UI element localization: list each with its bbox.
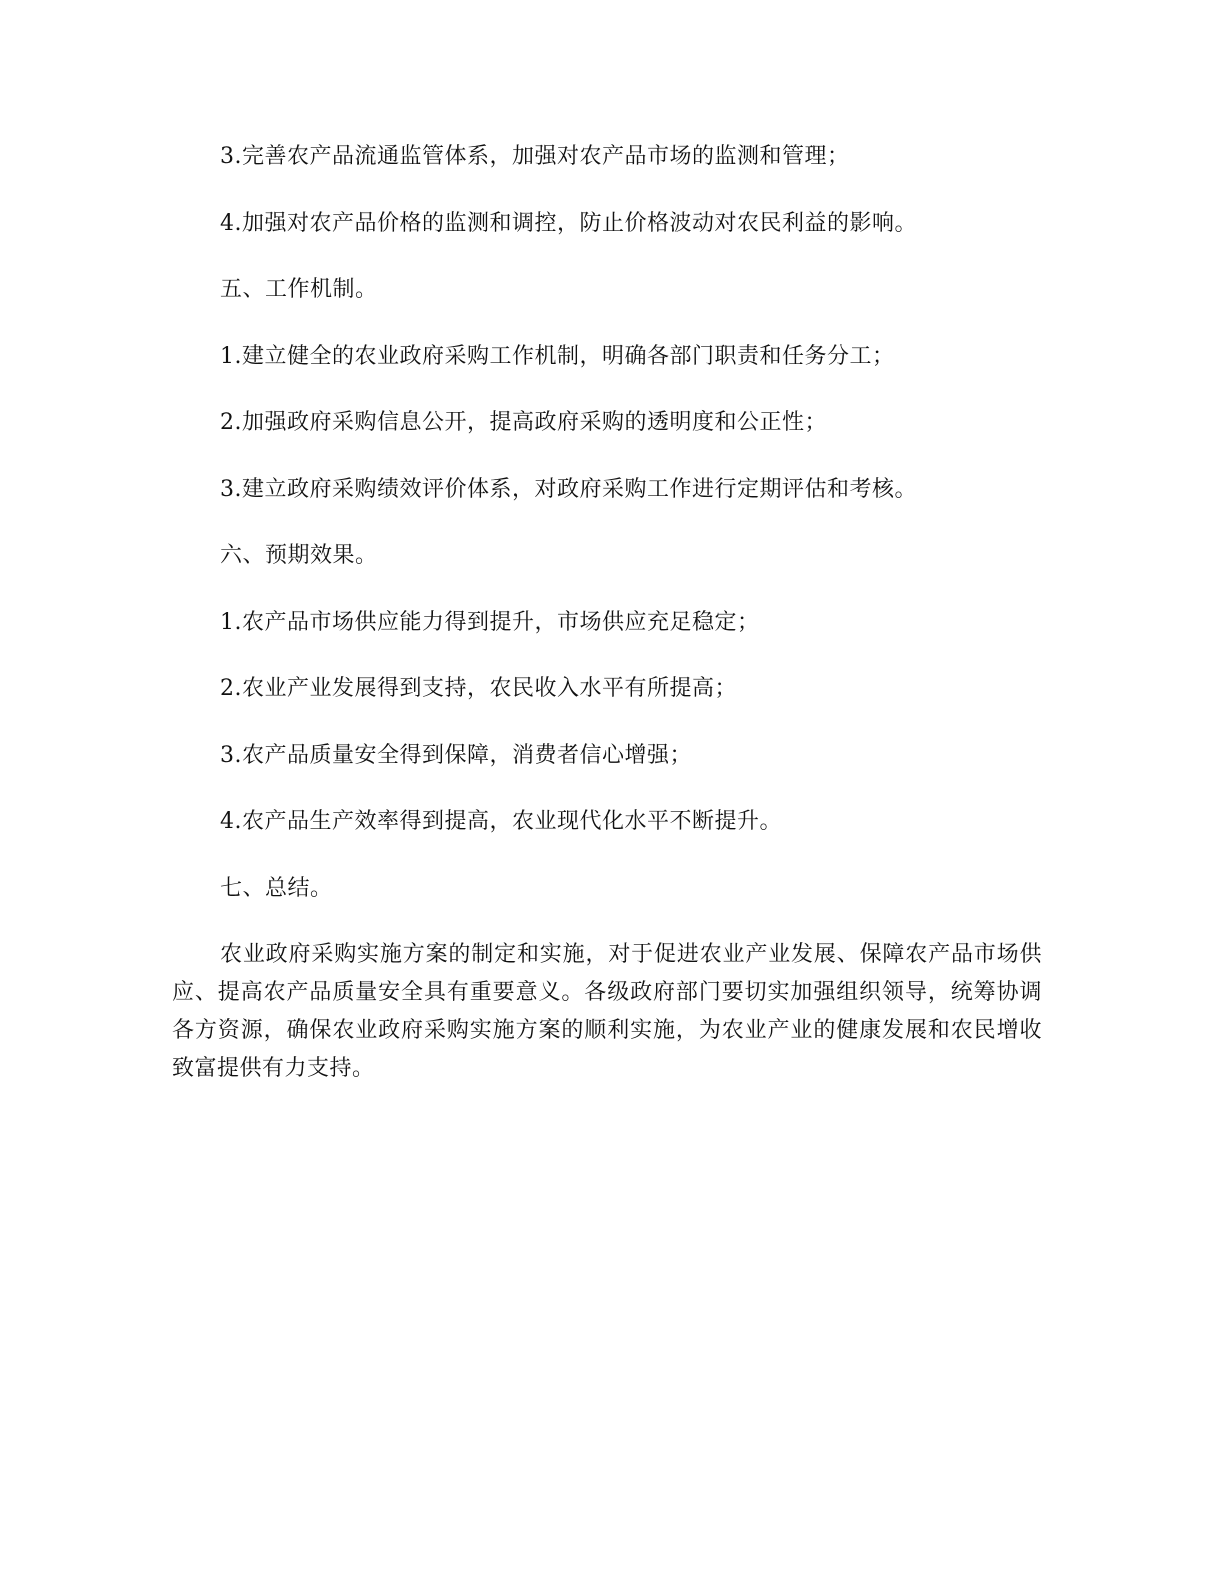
list-item: 1.建立健全的农业政府采购工作机制，明确各部门职责和任务分工； <box>220 343 895 369</box>
list-item: 4.加强对农产品价格的监测和调控，防止价格波动对农民利益的影响。 <box>220 210 917 236</box>
list-item: 2.加强政府采购信息公开，提高政府采购的透明度和公正性； <box>220 410 827 435</box>
list-item: 3.农产品质量安全得到保障，消费者信心增强； <box>220 742 692 768</box>
list-item: 3.建立政府采购绩效评价体系，对政府采购工作进行定期评估和考核。 <box>220 476 917 502</box>
list-item: 4.农产品生产效率得到提高，农业现代化水平不断提升。 <box>220 809 782 834</box>
section-heading: 六、预期效果。 <box>220 543 378 568</box>
section-heading: 五、工作机制。 <box>220 277 378 302</box>
section-heading: 七、总结。 <box>220 875 333 901</box>
list-item: 2.农业产业发展得到支持，农民收入水平有所提高； <box>220 676 737 701</box>
list-item: 1.农产品市场供应能力得到提升，市场供应充足稳定； <box>220 609 760 635</box>
list-item: 3.完善农产品流通监管体系，加强对农产品市场的监测和管理； <box>220 144 850 169</box>
summary-paragraph: 农业政府采购实施方案的制定和实施，对于促进农业产业发展、保障农产品市场供应、提高农产品质量安全具有重要意义。各级政府部门要切实加强组织领导，统筹协调各方资源，确保农业政府采购实施方案的顺利实施，为农业产业的健康发展和农民增收致富提供有力支持。 <box>172 942 1042 1081</box>
document-body <box>172 138 1042 1088</box>
